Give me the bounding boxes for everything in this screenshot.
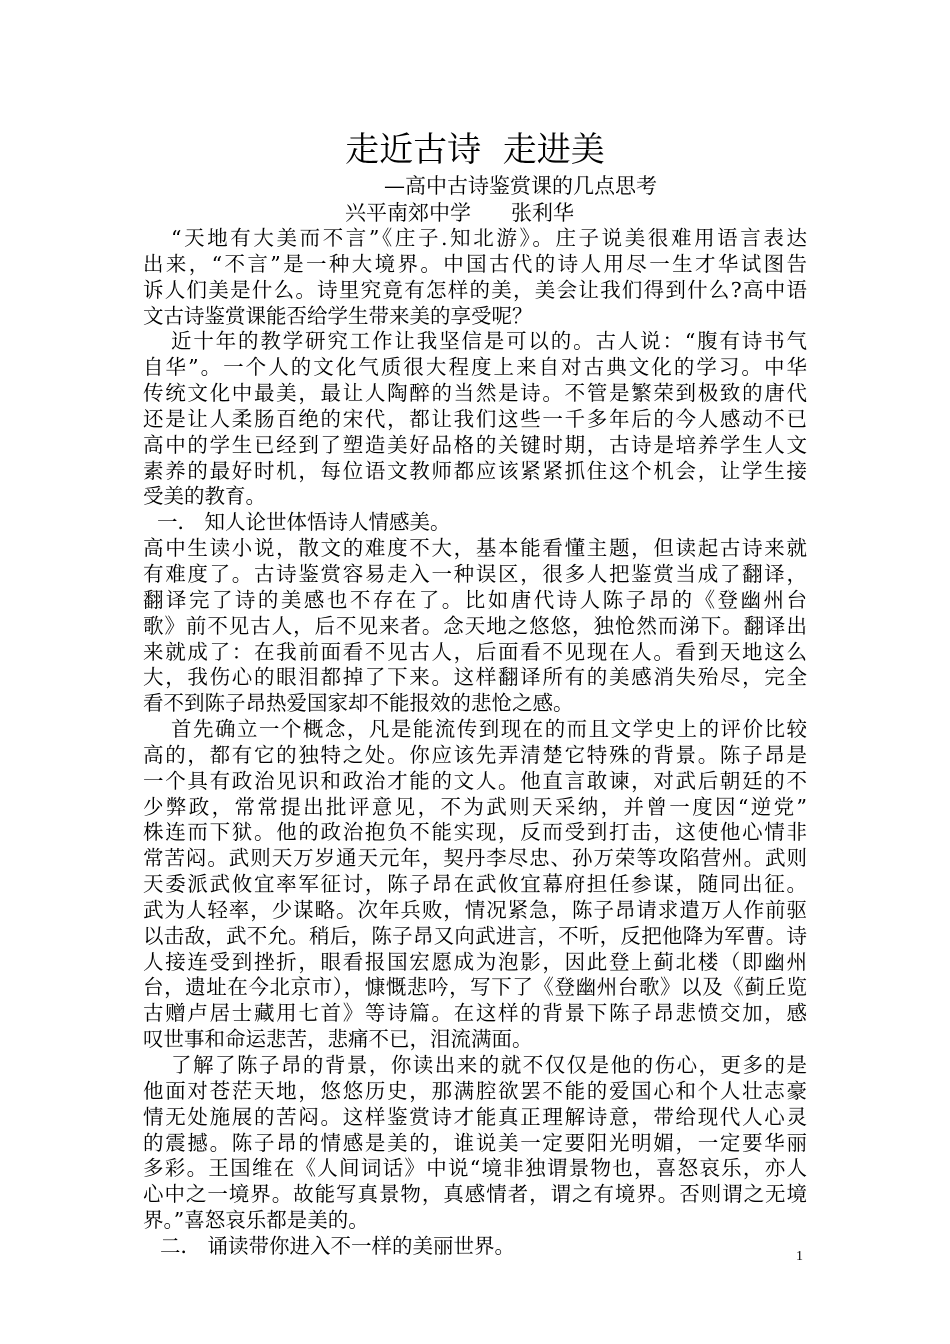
paragraph-line: 古赠卢居士藏用七首》等诗篇。在这样的背景下陈子昂悲愤交加，感 xyxy=(143,1001,807,1026)
paragraph-line: 台，遗址在今北京市），慷慨悲吟，写下了《登幽州台歌》以及《蓟丘览 xyxy=(143,975,807,1000)
page-number: 1 xyxy=(796,1249,803,1264)
paragraph-line: 受美的教育。 xyxy=(143,484,266,509)
paragraph-line: 出来，“不言”是一种大境界。中国古代的诗人用尽一生才华试图告 xyxy=(143,251,807,276)
paragraph-line: 素养的最好时机，每位语文教师都应该紧紧抓住这个机会，让学生接 xyxy=(143,458,807,483)
paragraph-line: 翻译完了诗的美感也不存在了。比如唐代诗人陈子昂的《登幽州台 xyxy=(143,587,807,612)
paragraph-line: 诉人们美是什么。诗里究竟有怎样的美，美会让我们得到什么?高中语 xyxy=(143,277,807,302)
paragraph-line: 还是让人柔肠百绝的宋代，都让我们这些一千多年后的今人感动不已 xyxy=(143,406,807,431)
article-body xyxy=(143,226,807,1260)
paragraph-line: 高中生读小说，散文的难度不大，基本能看懂主题，但读起古诗来就 xyxy=(143,536,807,561)
page-subtitle: —高中古诗鉴赏课的几点思考 xyxy=(384,174,657,198)
paragraph-line: 界。”喜怒哀乐都是美的。 xyxy=(143,1208,369,1233)
paragraph-line: 近十年的教学研究工作让我坚信是可以的。古人说：“腹有诗书气 xyxy=(171,329,807,354)
paragraph-line: 有难度了。古诗鉴赏容易走入一种误区，很多人把鉴赏当成了翻译， xyxy=(143,561,807,586)
paragraph-line: 自华”。一个人的文化气质很大程度上来自对古典文化的学习。中华 xyxy=(143,355,807,380)
paragraph-line: 叹世事和命运悲苦，悲痛不已，泪流满面。 xyxy=(143,1027,533,1052)
paragraph-line: 大，我伤心的眼泪都掉了下来。这样翻译所有的美感消失殆尽，完全 xyxy=(143,665,807,690)
paragraph-line: 高中的学生已经到了塑造美好品格的关键时期，古诗是培养学生人文 xyxy=(143,432,807,457)
paragraph-line: 以击敌，武不允。稍后，陈子昂又向武进言，不听，反把他降为军曹。诗 xyxy=(143,923,807,948)
paragraph-line: 来就成了：在我前面看不见古人，后面看不见现在人。看到天地这么 xyxy=(143,639,807,664)
paragraph-line: 常苦闷。武则天万岁通天元年，契丹李尽忠、孙万荣等攻陷营州。武则 xyxy=(143,846,807,871)
paragraph-line: 传统文化中最美，最让人陶醉的当然是诗。不管是繁荣到极致的唐代 xyxy=(143,381,807,406)
paragraph-line: 的震撼。陈子昂的情感是美的，谁说美一定要阳光明媚，一定要华丽 xyxy=(143,1130,807,1155)
paragraph-line: 情无处施展的苦闷。这样鉴赏诗才能真正理解诗意，带给现代人心灵 xyxy=(143,1104,807,1129)
paragraph-line: 少弊政，常常提出批评意见，不为武则天采纳，并曾一度因“逆党” xyxy=(143,794,807,819)
paragraph-line: 首先确立一个概念，凡是能流传到现在的而且文学史上的评价比较 xyxy=(171,717,807,742)
paragraph-line: “天地有大美而不言”《庄子.知北游》。庄子说美很难用语言表达 xyxy=(171,226,807,250)
paragraph-line: 多彩。王国维在《人间词话》中说“境非独谓景物也，喜怒哀乐，亦人 xyxy=(143,1156,807,1181)
paragraph-line: 歌》前不见古人，后不见来者。念天地之悠悠，独怆然而涕下。翻译出 xyxy=(143,613,807,638)
paragraph-line: 看不到陈子昂热爱国家却不能报效的悲怆之感。 xyxy=(143,691,574,716)
section-heading: 一． 知人论世体悟诗人情感美。 xyxy=(157,510,451,535)
section-heading: 二． 诵读带你进入不一样的美丽世界。 xyxy=(160,1233,516,1258)
paragraph-line: 他面对苍茫天地，悠悠历史，那满腔欲罢不能的爱国心和个人壮志豪 xyxy=(143,1078,807,1103)
paragraph-line: 了解了陈子昂的背景，你读出来的就不仅仅是他的伤心，更多的是 xyxy=(171,1053,807,1077)
author-line: 兴平南郊中学 张利华 xyxy=(345,201,575,225)
paragraph-line: 武为人轻率，少谋略。次年兵败，情况紧急，陈子昂请求遣万人作前驱 xyxy=(143,897,807,922)
paragraph-line: 心中之一境界。故能写真景物，真感情者，谓之有境界。否则谓之无境 xyxy=(143,1182,807,1207)
page-title: 走近古诗 走进美 xyxy=(345,130,605,170)
paragraph-line: 人接连受到挫折，眼看报国宏愿成为泡影，因此登上蓟北楼（即幽州 xyxy=(143,949,807,974)
paragraph-line: 文古诗鉴赏课能否给学生带来美的享受呢？ xyxy=(143,303,533,328)
paragraph-line: 一个具有政治见识和政治才能的文人。他直言敢谏，对武后朝廷的不 xyxy=(143,768,807,793)
paragraph-line: 天委派武攸宜率军征讨，陈子昂在武攸宜幕府担任参谋，随同出征。 xyxy=(143,872,807,897)
paragraph-line: 高的，都有它的独特之处。你应该先弄清楚它特殊的背景。陈子昂是 xyxy=(143,742,807,767)
paragraph-line: 株连而下狱。他的政治抱负不能实现，反而受到打击，这使他心情非 xyxy=(143,820,807,845)
